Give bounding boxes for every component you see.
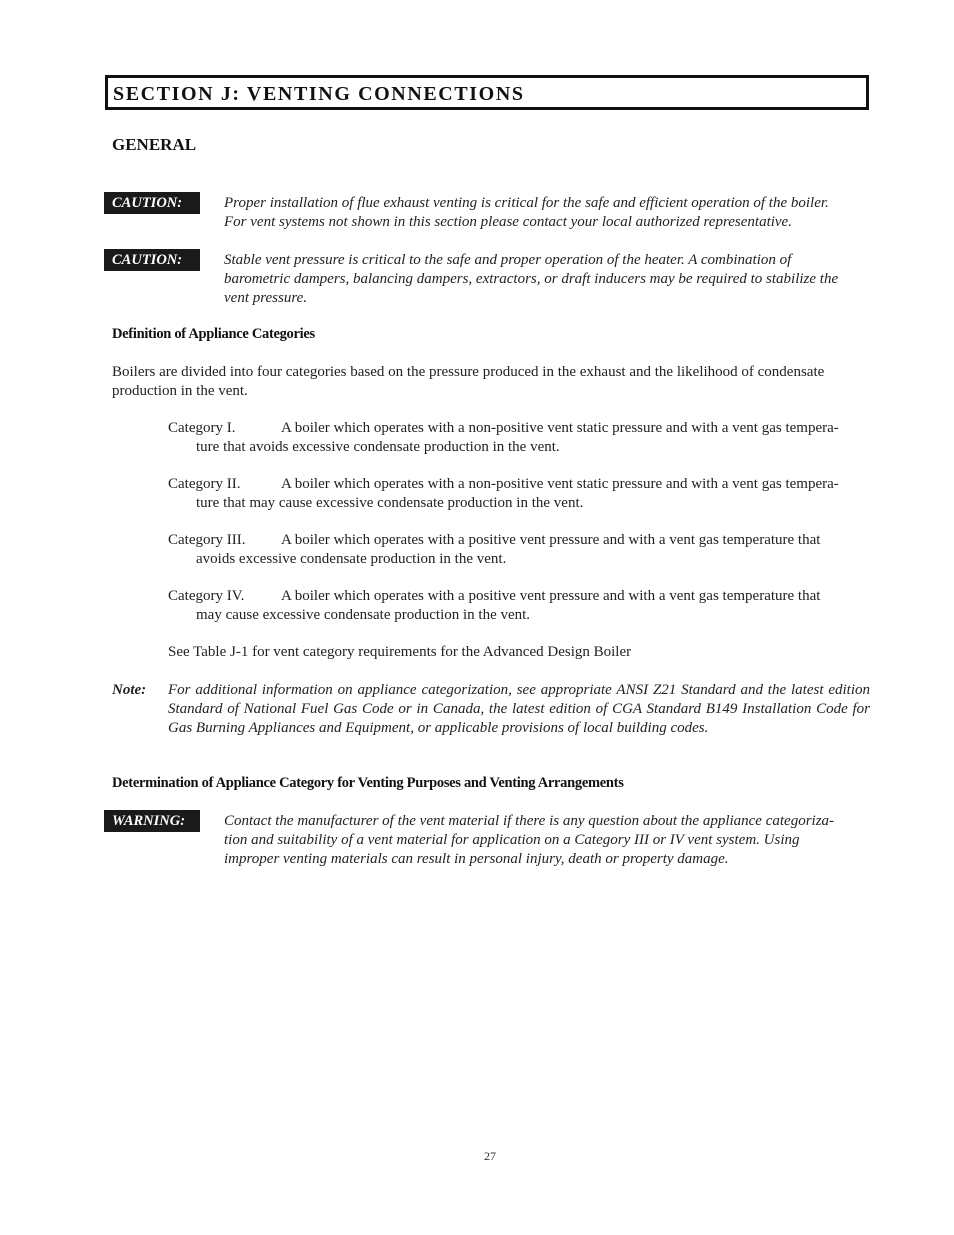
category-3 [168, 531, 872, 569]
see-table-text: See Table J-1 for vent category requirements for the Advanced Design Boiler [168, 644, 632, 660]
definition-heading: Definition of Appliance Categories [112, 326, 315, 342]
category-2-line-2: ture that may cause excessive condensate production in the vent. [196, 494, 584, 511]
category-2 [168, 475, 872, 513]
category-2-name: Category II. [168, 476, 241, 492]
general-heading: GENERAL [112, 135, 197, 154]
caution-2-line-1: Stable vent pressure is critical to the safe and proper operation of the heater. A combination of [224, 252, 792, 268]
intro-line-1: Boilers are divided into four categories based on the pressure produced in the exhaust and the likelihood of condensate [112, 364, 825, 380]
determination-heading: Determination of Appliance Category for Venting Purposes and Venting Arrangements [112, 775, 624, 791]
warning-line-3: improper venting materials can result in personal injury, death or property damage. [224, 850, 729, 867]
section-title: SECTION J: VENTING CONNECTIONS [113, 83, 525, 105]
section-header-box [105, 75, 869, 110]
note-label: Note: [112, 682, 147, 698]
note-text: For additional information on appliance categorization, see appropriate ANSI Z21 Standard and the latest edition Standard of National Fuel Gas Code or in Canada, the latest edition of CGA Standard B149 Installation Code for Gas Burning Appliances and Equipment, or applicable provisions of local building codes. [168, 682, 870, 736]
caution-label-2: CAUTION: [104, 249, 200, 271]
warning-label: WARNING: [104, 810, 200, 832]
caution-1-line-2: For vent systems not shown in this section please contact your local authorized representative. [224, 213, 792, 230]
category-4 [168, 587, 872, 625]
caution-2-line-2: barometric dampers, balancing dampers, extractors, or draft inducers may be required to stabilize the [224, 270, 839, 287]
caution-label-1: CAUTION: [104, 192, 200, 214]
caution-1-line-1: Proper installation of flue exhaust venting is critical for the safe and efficient operation of the boiler. [224, 195, 829, 211]
warning-line-1: Contact the manufacturer of the vent material if there is any question about the appliance categoriza- [224, 813, 835, 829]
category-4-line-2: may cause excessive condensate production in the vent. [196, 606, 531, 623]
intro-line-2: production in the vent. [112, 382, 248, 399]
category-3-name: Category III. [168, 532, 246, 548]
category-2-line-1: A boiler which operates with a non-positive vent static pressure and with a vent gas tempera- [281, 476, 839, 492]
category-1-line-2: ture that avoids excessive condensate production in the vent. [196, 438, 560, 455]
category-1-line-1: A boiler which operates with a non-positive vent static pressure and with a vent gas tempera- [281, 420, 839, 436]
caution-2-line-3: vent pressure. [224, 289, 308, 306]
category-1-name: Category I. [168, 420, 236, 436]
category-3-line-2: avoids excessive condensate production in the vent. [196, 550, 507, 567]
category-4-line-1: A boiler which operates with a positive vent pressure and with a vent gas temperature that [281, 588, 821, 604]
category-4-name: Category IV. [168, 588, 245, 604]
intro-paragraph [112, 363, 874, 401]
category-3-line-1: A boiler which operates with a positive vent pressure and with a vent gas temperature that [281, 532, 821, 548]
caution-text-2 [224, 251, 872, 307]
warning-line-2: tion and suitability of a vent material for application on a Category III or IV vent system. Using [224, 831, 800, 848]
page-number: 27 [484, 1149, 496, 1163]
caution-text-1 [224, 194, 872, 232]
warning-text [224, 812, 872, 868]
category-1 [168, 419, 872, 457]
